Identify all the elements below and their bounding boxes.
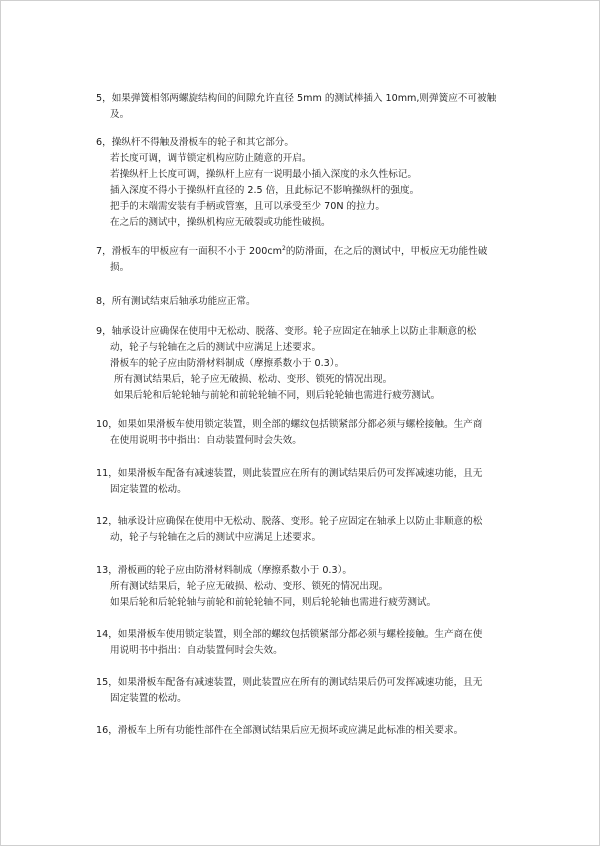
clause-12-line-2: 动，轮子与轮轴在之后的测试中应满足上述要求。 [110,532,322,543]
clause-15 [96,675,526,707]
clause-14-line-1: 14，如果滑板车使用锁定装置，则全部的螺纹包括锁紧部分都必须与螺栓接触。生产商在使 [96,629,483,640]
clause-5 [96,91,526,123]
clause-9 [96,324,526,404]
clause-7-line-1 [96,244,526,260]
clause-15-line-2: 固定装置的松动。 [110,693,187,704]
clause-6-line-6: 在之后的测试中，操纵机构应无破裂或功能性破损。 [110,217,331,228]
clause-9-line-3: 滑板车的轮子应由防滑材料制成（摩擦系数小于 0.3）。 [110,358,345,369]
clause-7-superscript: 2 [282,244,286,252]
clause-6-line-5: 把手的末端需安装有手柄或管塞，且可以承受至少 70N 的拉力。 [110,201,385,212]
clause-6 [96,135,526,231]
clause-13-line-1: 13，滑板画的轮子应由防滑材料制成（摩擦系数小于 0.3）。 [96,565,352,576]
clause-12 [96,514,526,546]
clause-6-line-2: 若长度可调，调节锁定机构应防止随意的开启。 [110,153,312,164]
clause-9-line-5: 如果后轮和后轮轮轴与前轮和前轮轮轴不同，则后轮轮轴也需进行疲劳测试。 [114,390,441,401]
clause-14-line-2: 用说明书中指出：自动装置何时会失效。 [110,645,283,656]
clause-14 [96,627,526,659]
clause-16 [96,723,526,739]
clause-13-line-2: 所有测试结果后，轮子应无破损、松动、变形、锁死的情况出现。 [110,581,389,592]
clause-5-line-1: 5，如果弹簧相邻两螺旋结构间的间隙允许直径 5mm 的测试棒插入 10mm,则弹簧应不可被触 [96,93,497,104]
clause-10 [96,417,526,449]
clause-15-line-1: 15，如果滑板车配备有减速装置，则此装置应在所有的测试结果后仍可发挥减速功能，且无 [96,677,483,688]
clause-9-line-1: 9，轴承设计应确保在使用中无松动、脱落、变形。轮子应固定在轴承上以防止非顺意的松 [96,326,477,337]
clause-6-line-4: 插入深度不得小于操纵杆直径的 2.5 倍，且此标记不影响操纵杆的强度。 [110,185,420,196]
clause-11-line-2: 固定装置的松动。 [110,484,187,495]
clause-7-text-b: 的防滑面，在之后的测试中，甲板应无功能性破 [285,246,488,257]
clause-8-line-1: 8，所有测试结束后轴承功能应正常。 [96,296,256,307]
clause-6-line-1: 6，操纵杆不得触及滑板车的轮子和其它部分。 [96,137,294,148]
clause-8 [96,294,526,310]
clause-5-line-2: 及。 [110,109,130,120]
clause-16-line-1: 16，滑板车上所有功能性部件在全部测试结果后应无损坏或应满足此标准的相关要求。 [96,725,464,736]
clause-7-text-a: 7，滑板车的甲板应有一面积不小于 200cm [96,246,282,257]
clause-11-line-1: 11，如果滑板车配备有减速装置，则此装置应在所有的测试结果后仍可发挥减速功能，且无 [96,468,483,479]
clause-10-line-2: 在使用说明书中指出：自动装置何时会失效。 [110,435,302,446]
clause-7-line-2: 损。 [110,262,130,273]
clause-9-line-4: 所有测试结果后，轮子应无破损、松动、变形、锁死的情况出现。 [114,374,393,385]
clause-11 [96,466,526,498]
clause-13 [96,563,526,611]
clause-7 [96,244,526,276]
clause-6-line-3: 若操纵杆上长度可调，操纵杆上应有一说明最小插入深度的永久性标记。 [110,169,417,180]
clause-12-line-1: 12，轴承设计应确保在使用中无松动、脱落、变形。轮子应固定在轴承上以防止非顺意的松 [96,516,483,527]
clause-13-line-3: 如果后轮和后轮轮轴与前轮和前轮轮轴不同，则后轮轮轴也需进行疲劳测试。 [110,597,437,608]
clause-9-line-2: 动，轮子与轮轴在之后的测试中应满足上述要求。 [110,342,322,353]
clause-10-line-1: 10，如果如果滑板车使用锁定装置，则全部的螺纹包括锁紧部分都必须与螺栓接触。生产商 [96,419,483,430]
